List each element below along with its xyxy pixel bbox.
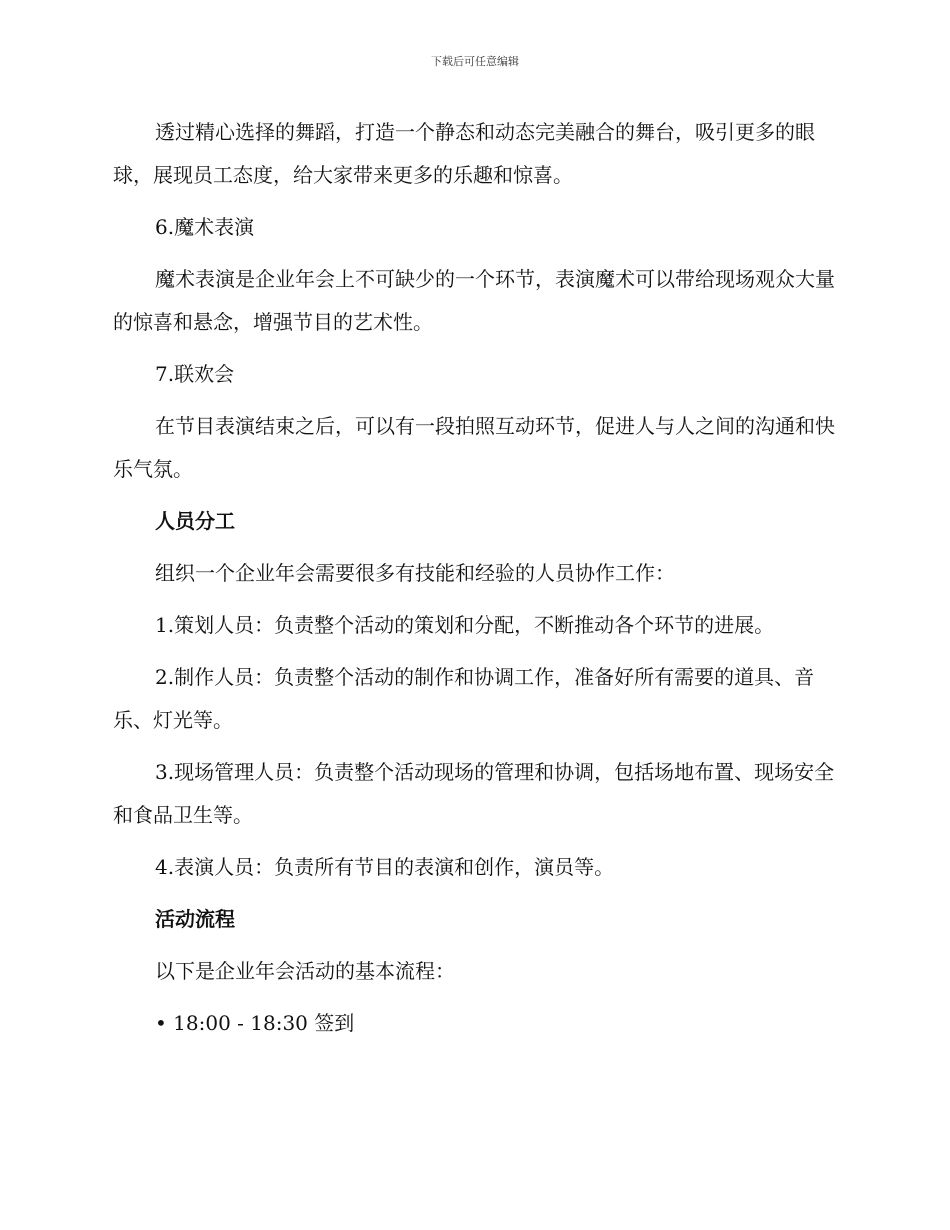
list-item-onsite-management: 3.现场管理人员：负责整个活动现场的管理和协调，包括场地布置、现场安全和食品卫生等。 [113,760,835,827]
section-heading-process: 活动流程 [155,907,235,931]
paragraph-staffing-intro: 组织一个企业年会需要很多有技能和经验的人员协作工作： [155,561,675,585]
paragraph-dance-description: 透过精心选择的舞蹈，打造一个静态和动态完美融合的舞台，吸引更多的眼球，展现员工态度，给大家带来更多的乐趣和惊喜。 [113,120,815,187]
section-heading-staffing: 人员分工 [155,509,235,533]
page-header: 下载后可任意编辑 [431,55,519,68]
list-item-planning-staff: 1.策划人员：负责整个活动的策划和分配，不断推动各个环节的进展。 [155,613,775,637]
item-heading-magic: 6.魔术表演 [155,215,255,239]
item-heading-party: 7.联欢会 [155,362,235,386]
bullet-item-signin: • 18:00 - 18:30 签到 [155,1011,355,1035]
paragraph-process-intro: 以下是企业年会活动的基本流程： [155,959,455,983]
list-item-performers: 4.表演人员：负责所有节目的表演和创作，演员等。 [155,855,615,879]
paragraph-party-description: 在节目表演结束之后，可以有一段拍照互动环节，促进人与人之间的沟通和快乐气氛。 [113,414,835,481]
list-item-production-staff: 2.制作人员：负责整个活动的制作和协调工作，准备好所有需要的道具、音乐、灯光等。 [113,665,815,732]
paragraph-magic-description: 魔术表演是企业年会上不可缺少的一个环节，表演魔术可以带给现场观众大量的惊喜和悬念，增强节目的艺术性。 [113,267,835,334]
document-body [113,111,841,1054]
